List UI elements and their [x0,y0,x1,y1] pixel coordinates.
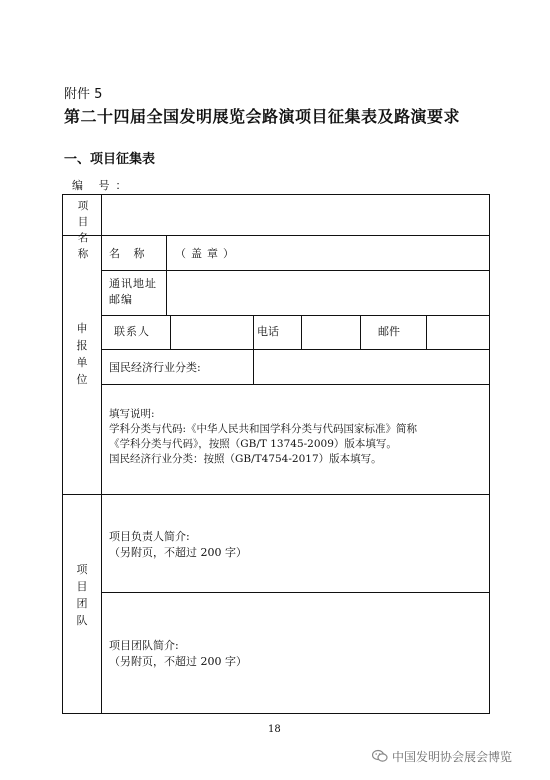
row-divider [101,270,489,271]
industry-category-label: 国民经济行业分类: [109,361,201,374]
watermark [372,748,512,766]
seal-hint: （盖章） [175,247,239,260]
applicant-unit-label: 申报单位 [76,322,88,386]
row-divider [101,384,489,385]
fill-instructions-line: 《学科分类与代码》，按照（GB/T 13745-2009）版本填写。 [109,438,397,450]
row-divider [63,235,489,236]
section-heading: 一、项目征集表 [64,152,156,167]
fill-instructions-line: 学科分类与代码:《中华人民共和国学科分类与代码国家标准》简称 [109,423,418,435]
row-divider [101,315,489,316]
column-divider [170,315,171,349]
leader-intro-note: （另附页，不超过 200 字） [109,546,247,559]
application-form-table [62,194,490,714]
column-divider [166,235,167,315]
leader-intro-label: 项目负责人简介: [109,530,190,543]
column-divider [301,315,302,349]
row-divider [63,494,489,495]
fill-instructions-line: 国民经济行业分类：按照（GB/T4754-2017）版本填写。 [109,453,382,465]
number-label: 编 号： [72,179,133,192]
row-divider [101,349,489,350]
fill-instructions-title: 填写说明: [109,408,155,420]
column-divider [253,315,254,384]
email-label: 邮件 [378,325,400,338]
wechat-icon [372,749,388,766]
watermark-text: 中国发明协会展会博览 [392,750,513,764]
attachment-label: 附件 5 [64,87,103,102]
team-intro-label: 项目团队简介: [109,639,179,652]
page-title: 第二十四届全国发明展览会路演项目征集表及路演要求 [64,107,461,126]
postcode-label: 邮编 [109,293,133,306]
column-divider [360,315,361,349]
project-team-label: 项目团队 [76,563,88,627]
address-label: 通讯地址 [109,277,157,290]
team-intro-note: （另附页，不超过 200 字） [109,655,247,668]
name-label: 名 称 [109,247,150,260]
row-divider [101,592,489,593]
project-name-label: 项目名称 [77,200,89,260]
column-divider [101,195,102,713]
phone-label: 电话 [257,325,279,338]
column-divider [426,315,427,349]
page-number: 18 [268,724,281,735]
contact-label: 联系人 [114,325,150,338]
